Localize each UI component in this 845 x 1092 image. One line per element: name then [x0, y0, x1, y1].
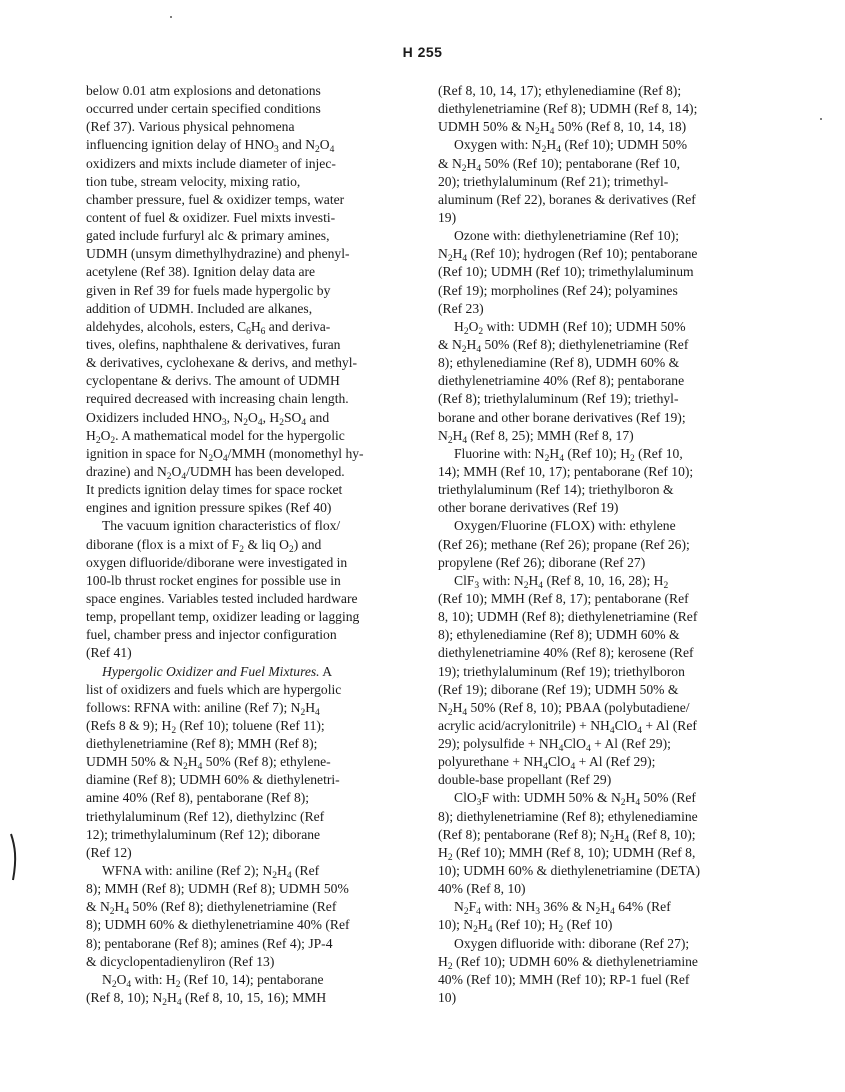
text-line: & $N_2H_4$ 50% (Ref 8); diethylenetriamine (Ref	[438, 336, 689, 355]
text-line: tives, olefins, naphthalene & derivatives, furan	[86, 336, 341, 352]
text-line: propylene (Ref 26); diborane (Ref 27)	[438, 554, 646, 570]
text-line: $H_2O_2$. A mathematical model for the hypergolic	[86, 427, 345, 446]
margin-speck	[170, 16, 172, 18]
text-line: & derivatives, cyclohexane & derivs, and methyl-	[86, 355, 358, 371]
text-line: $N_2H_4$ (Ref 8, 25); MMH (Ref 8, 17)	[438, 427, 634, 446]
text-line: $N_2O_4$ with: $H_2$ (Ref 10, 14); pentaborane	[102, 971, 324, 990]
text-line: double-base propellant (Ref 29)	[438, 772, 612, 788]
text-line: (Ref 23)	[438, 300, 484, 316]
text-line: 100-lb thrust rocket engines for possible use in	[86, 572, 341, 588]
left-column-text	[86, 82, 376, 1007]
text-line: aldehydes, alcohols, esters, $C_6H_6$ and deriva-	[86, 318, 331, 337]
text-line: addition of UDMH. Included are alkanes,	[86, 300, 313, 316]
text-line: diethylenetriamine (Ref 8); MMH (Ref 8);	[86, 736, 318, 752]
text-line: 8); pentaborane (Ref 8); amines (Ref 4); JP-4	[86, 935, 333, 951]
text-line: 40% (Ref 8, 10)	[438, 881, 526, 897]
text-line: 8); UDMH 60% & diethylenetriamine 40% (Ref	[86, 917, 350, 933]
text-line: space engines. Variables tested included hardware	[86, 590, 358, 606]
text-line: aluminum (Ref 22), boranes & derivatives (Ref	[438, 191, 696, 207]
text-line: polyurethane + $NH_4ClO_4 + Al$ (Ref 29);	[438, 754, 656, 773]
text-line: (Ref 8); pentaborane (Ref 8); $N_2H_4$ (Ref 8, 10);	[438, 826, 696, 845]
text-line: 14); MMH (Ref 10, 17); pentaborane (Ref 10);	[438, 463, 694, 479]
text-line: 20); triethylaluminum (Ref 21); trimethyl-	[438, 173, 669, 189]
margin-mark	[7, 832, 21, 882]
text-line: & dicyclopentadienyliron (Ref 13)	[86, 953, 275, 969]
text-line: 19); triethylaluminum (Ref 19); triethylboron	[438, 663, 685, 679]
text-line: oxygen difluoride/diborane were investigated in	[86, 554, 348, 570]
text-line: occurred under certain specified conditions	[86, 101, 321, 117]
text-line: Oxygen/Fluorine (FLOX) with: ethylene	[454, 518, 676, 534]
text-line: (Ref 8, 10); $N_2H_4$ (Ref 8, 10, 15, 16); MMH	[86, 990, 327, 1009]
text-line: ignition in space for $N_2O_4$/MMH (monomethyl hy-	[86, 445, 364, 464]
text-line: acrylic acid/acrylonitrile) + $NH_4ClO_4 + Al$ (Ref	[438, 717, 697, 736]
text-line: borane and other borane derivatives (Ref 19);	[438, 409, 686, 425]
text-line: 10); UDMH 60% & diethylenetriamine (DETA)	[438, 863, 701, 879]
text-line: $H_2O_2$ with: UDMH (Ref 10); UDMH 50%	[454, 318, 686, 337]
text-line: diethylenetriamine 40% (Ref 8); kerosene (Ref	[438, 645, 694, 661]
page-header: H 255	[402, 44, 443, 60]
text-line: 8, 10); UDMH (Ref 8); diethylenetriamine (Ref	[438, 609, 698, 625]
text-line: diborane (flox is a mixt of $F_2$ & liq $O_2$) and	[86, 536, 322, 555]
text-line: other borane derivatives (Ref 19)	[438, 500, 619, 516]
text-line: (Refs 8 & 9); $H_2$ (Ref 10); toluene (Ref 11);	[86, 717, 325, 736]
text-line: It predicts ignition delay times for space rocket	[86, 482, 343, 498]
text-line: $N_2F_4$ with: $NH_3$ 36% & $N_2H_4$ 64% (Ref	[454, 899, 671, 918]
text-line: 40% (Ref 10); MMH (Ref 10); RP-1 fuel (Ref	[438, 971, 690, 987]
text-line: (Ref 41)	[86, 645, 132, 661]
text-line: UDMH (unsym dimethylhydrazine) and phenyl-	[86, 246, 350, 262]
text-line: $N_2H_4$ (Ref 10); hydrogen (Ref 10); pentaborane	[438, 246, 698, 265]
text-line: below 0.01 atm explosions and detonations	[86, 83, 321, 98]
text-line: triethylaluminum (Ref 12), diethylzinc (Ref	[86, 808, 325, 824]
text-line: cyclopentane & derivs. The amount of UDMH	[86, 373, 340, 389]
text-line: ClO$_3$F with: UDMH 50% & $N_2H_4$ 50% (Ref	[454, 790, 696, 809]
text-line: diethylenetriamine (Ref 8); UDMH (Ref 8, 14);	[438, 101, 698, 117]
text-line: 8); ethylenediamine (Ref 8), UDMH 60% &	[438, 355, 680, 371]
text-line: Hypergolic Oxidizer and Fuel Mixtures. A	[102, 663, 333, 679]
text-line: given in Ref 39 for fuels made hypergolic by	[86, 282, 331, 298]
text-line: $H_2$ (Ref 10); MMH (Ref 8, 10); UDMH (Ref 8,	[438, 844, 696, 863]
text-line: (Ref 19); diborane (Ref 19); UDMH 50% &	[438, 681, 679, 697]
text-line: content of fuel & oxidizer. Fuel mixts investi-	[86, 209, 336, 225]
text-line: $N_2H_4$ 50% (Ref 8, 10); PBAA (polybutadiene/	[438, 699, 690, 718]
text-line: (Ref 37). Various physical pehnomena	[86, 119, 295, 135]
text-line: Oxygen with: $N_2H_4$ (Ref 10); UDMH 50%	[454, 137, 688, 156]
text-line: UDMH 50% & $N_2H_4$ 50% (Ref 8); ethylene-	[86, 754, 331, 773]
text-line: 12); trimethylaluminum (Ref 12); diborane	[86, 826, 321, 842]
text-line: The vacuum ignition characteristics of flox/	[102, 518, 341, 534]
text-line: WFNA with: aniline (Ref 2); $N_2H_4$ (Ref	[102, 863, 320, 882]
text-line: drazine) and $N_2O_4$/UDMH has been developed.	[86, 463, 345, 482]
text-line: fuel, chamber press and injector configuration	[86, 627, 337, 643]
text-line: & $N_2H_4$ 50% (Ref 10); pentaborane (Ref 10,	[438, 155, 681, 174]
text-line: gated include furfuryl alc & primary amines,	[86, 228, 330, 244]
text-line: Ozone with: diethylenetriamine (Ref 10);	[454, 228, 679, 244]
text-line: 29); polysulfide + $NH_4ClO_4 + Al$ (Ref 29);	[438, 736, 671, 755]
text-line: temp, propellant temp, oxidizer leading or lagging	[86, 609, 360, 625]
text-line: triethylaluminum (Ref 14); triethylboron &	[438, 482, 674, 498]
text-line: amine 40% (Ref 8), pentaborane (Ref 8);	[86, 790, 310, 806]
text-line: (Ref 12)	[86, 844, 132, 860]
text-line: 8); diethylenetriamine (Ref 8); ethylenediamine	[438, 808, 698, 824]
text-line: acetylene (Ref 38). Ignition delay data are	[86, 264, 316, 280]
text-line: ClF$_3$ with: $N_2H_4$ (Ref 8, 10, 16, 28); $H_2$	[454, 572, 669, 591]
text-line: & $N_2H_4$ 50% (Ref 8); diethylenetriamine (Ref	[86, 899, 337, 918]
text-line: 8); ethylenediamine (Ref 8); UDMH 60% &	[438, 627, 680, 643]
text-line: Oxidizers included $HNO_3$, $N_2O_4$, $H_2SO_4$ and	[86, 409, 330, 428]
text-line: diethylenetriamine 40% (Ref 8); pentaborane	[438, 373, 685, 389]
text-line: follows: RFNA with: aniline (Ref 7); $N_2H_4$	[86, 699, 320, 718]
text-line: 8); MMH (Ref 8); UDMH (Ref 8); UDMH 50%	[86, 881, 349, 897]
text-line: engines and ignition pressure spikes (Ref 40)	[86, 500, 332, 516]
text-line: chamber pressure, fuel & oxidizer temps, water	[86, 191, 345, 207]
text-line: diamine (Ref 8); UDMH 60% & diethylenetri-	[86, 772, 340, 788]
text-line: UDMH 50% & $N_2H_4$ 50% (Ref 8, 10, 14, 18)	[438, 119, 687, 138]
text-line: list of oxidizers and fuels which are hypergolic	[86, 681, 342, 697]
text-line: required decreased with increasing chain length.	[86, 391, 349, 407]
text-line: (Ref 10); UDMH (Ref 10); trimethylaluminum	[438, 264, 694, 280]
text-line: 19)	[438, 209, 457, 225]
text-line: (Ref 26); methane (Ref 26); propane (Ref 26);	[438, 536, 690, 552]
text-line: (Ref 19); morpholines (Ref 24); polyamines	[438, 282, 678, 298]
text-line: $H_2$ (Ref 10); UDMH 60% & diethylenetriamine	[438, 953, 698, 972]
text-line: oxidizers and mixts include diameter of injec-	[86, 155, 336, 171]
right-column-text	[438, 82, 738, 1007]
text-line: tion tube, stream velocity, mixing ratio,	[86, 173, 301, 189]
text-line: (Ref 8); triethylaluminum (Ref 19); triethyl-	[438, 391, 679, 407]
text-line: (Ref 8, 10, 14, 17); ethylenediamine (Ref 8);	[438, 83, 682, 98]
text-line: (Ref 10); MMH (Ref 8, 17); pentaborane (Ref	[438, 590, 689, 606]
text-line: influencing ignition delay of $HNO_3$ and $N_2O_4$	[86, 137, 335, 156]
text-line: 10)	[438, 990, 457, 1006]
text-line: 10); $N_2H_4$ (Ref 10); $H_2$ (Ref 10)	[438, 917, 613, 936]
margin-speck	[820, 118, 822, 120]
text-line: Fluorine with: $N_2H_4$ (Ref 10); $H_2$ (Ref 10,	[454, 445, 683, 464]
text-line: Oxygen difluoride with: diborane (Ref 27);	[454, 935, 690, 951]
